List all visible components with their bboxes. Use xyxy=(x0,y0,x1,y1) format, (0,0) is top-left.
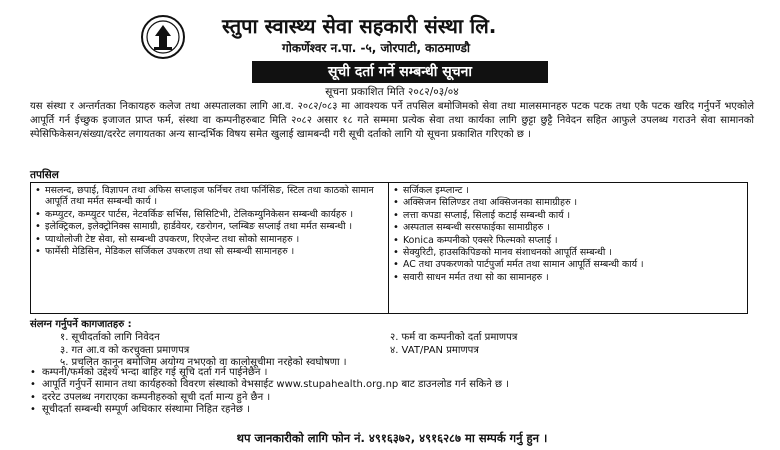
notice-page xyxy=(30,14,754,448)
tapasil-heading: तपसिल xyxy=(30,169,59,181)
contact-footer: थप जानकारीको लागि फोन नं. ४९१६३७२, ४९१६२८७ मा सम्पर्क गर्नु हुन । xyxy=(236,431,548,445)
publish-date: सूचना प्रकाशित मिति २०८२/०३/०४ xyxy=(325,86,459,98)
document-item: ३. गत आ.व को करचुक्ता प्रमाणपत्र xyxy=(60,344,190,356)
list-item: • सवारी साधन मर्मत तथा सो का सामानहरु । xyxy=(393,272,743,283)
list-item: • प्याथोलोजी टेष्ट सेवा, सो सम्बन्धी उपकरण, रिएजेन्ट तथा सोको सामानहरु । xyxy=(35,234,384,245)
document-item: ५. प्रचलित कानून बमोजिम अयोग्य नभएको वा कालोसूचीमा नरहेको स्वघोषणा । xyxy=(60,357,347,369)
list-item: • सर्जिकल इम्प्लान्ट । xyxy=(393,185,743,196)
note-item: • दररेट उपलब्ध नगराएका कम्पनीहरुको सूची दर्ता मान्य हुने छैन । xyxy=(30,392,750,404)
note-item: • आपूर्ति गर्नुपर्ने सामान तथा कार्यहरुको विवरण संस्थाको वेभसाईट www.stupahealth.org.np बाट डाउनलोड गर्न सकिने छ । xyxy=(30,379,750,391)
documents-row xyxy=(60,345,750,358)
notice-header xyxy=(30,14,754,58)
documents-heading: संलग्न गर्नुपर्ने कागजातहरु : xyxy=(30,319,132,330)
list-item: • फार्मेसी मेडिसिन, मेडिकल सर्जिकल उपकरण तथा सो सम्बन्धी सामानहरु । xyxy=(35,246,384,257)
organization-logo-icon xyxy=(140,14,186,60)
list-item: • इलेक्ट्रिकल, इलेक्ट्रोनिक्स सामाग्री, हार्डवेयर, रङरोगन, प्लम्बिङ सप्लाई तथा मर्मत सम्बन्धी । xyxy=(35,221,384,232)
services-right-column xyxy=(389,183,747,313)
list-item: • लत्ता कपडा सप्लाई, सिलाई कटाई सम्बन्धी कार्य । xyxy=(393,210,743,221)
documents-list xyxy=(60,332,750,370)
list-item: • सेक्युरिटी, हाउसकिपिङको मानव संशाधनको आपूर्ति सम्बन्धी । xyxy=(393,247,743,258)
page-title: स्तुपा स्वास्थ्य सेवा सहकारी संस्था लि. xyxy=(222,14,497,38)
document-item: १. सूचीदर्ताको लागि निवेदन xyxy=(60,332,160,343)
note-item: • कम्पनी/फर्मको उद्देश्य भन्दा बाहिर गई सूचि दर्ता गर्न पाईनेछैन । xyxy=(30,367,750,379)
services-left-column xyxy=(31,183,389,313)
document-item: २. फर्म वा कम्पनीको दर्ता प्रमाणपत्र xyxy=(390,332,518,343)
list-item: • कम्प्युटर, कम्प्युटर पार्टस, नेटवर्किङ सर्भिस, सिसिटिभी, टेलिकम्युनिकेसन सम्बन्धी कार्यहरु । xyxy=(35,209,384,220)
address-line: गोकर्णेश्वर न.पा. -५, जोरपाटी, काठमाण्डौ xyxy=(282,41,470,55)
list-item: • AC तथा उपकरणको पार्टपुर्जा मर्मत तथा सामान आपूर्ति सम्बन्धी कार्य । xyxy=(393,259,743,270)
documents-row xyxy=(60,332,750,345)
notice-banner: सूची दर्ता गर्ने सम्बन्धी सूचना xyxy=(252,61,548,83)
list-item: • अस्पताल सम्बन्धी सरसफाईका सामाग्रीहरु । xyxy=(393,222,743,233)
document-item: ४. VAT/PAN प्रमाणपत्र xyxy=(390,344,479,356)
list-item: • अक्सिजन सिलिण्डर तथा अक्सिजनका सामाग्रीहरु । xyxy=(393,197,743,208)
list-item: • मसलन्द, छपाई, विज्ञापन तथा अफिस सप्लाइज फर्निचर तथा फर्निसिङ, स्टिल तथा काठको सामान आपूर्ति तथा मर्मत सम्बन्धी कार्य । xyxy=(35,185,384,208)
note-item: • सूचीदर्ता सम्बन्धी सम्पूर्ण अधिकार संस्थामा निहित रहनेछ । xyxy=(30,404,750,416)
notice-body: यस संस्था र अन्तर्गतका निकायहरु कलेज तथा अस्पतालका लागि आ.व. २०८२/०८३ मा आवश्यक पर्ने तपसिल बमोजिमको सेवा तथा मालसमानहरु पटक पटक तथा एकै पटक खरिद गर्नुपर्ने भएकोले आपूर्ति गर्न ईच्छुक इजाजत प्राप्त फर्म, संस्था वा कम्पनीहरुबाट मिति २०८२ असार १८ गते सम्ममा प्रत्येक सेवा तथा कार्यका लागि छुट्टा छुट्टै निवेदन सहित आफुले उपलब्ध गराउने सेवा सामानको स्पेसिफिकेसन/संख्या/दररेट लगायतका अन्य सान्दर्भिक विषय समेत खुलाई खामबन्दी गरी सूची दर्ताको लागि यो सूचना प्रकाशित गरिएको छ । xyxy=(30,101,754,141)
list-item: • Konica कम्पनीको एक्सरे फिल्मको सप्लाई । xyxy=(393,235,743,246)
services-table xyxy=(30,182,748,314)
notes-list xyxy=(30,367,750,417)
